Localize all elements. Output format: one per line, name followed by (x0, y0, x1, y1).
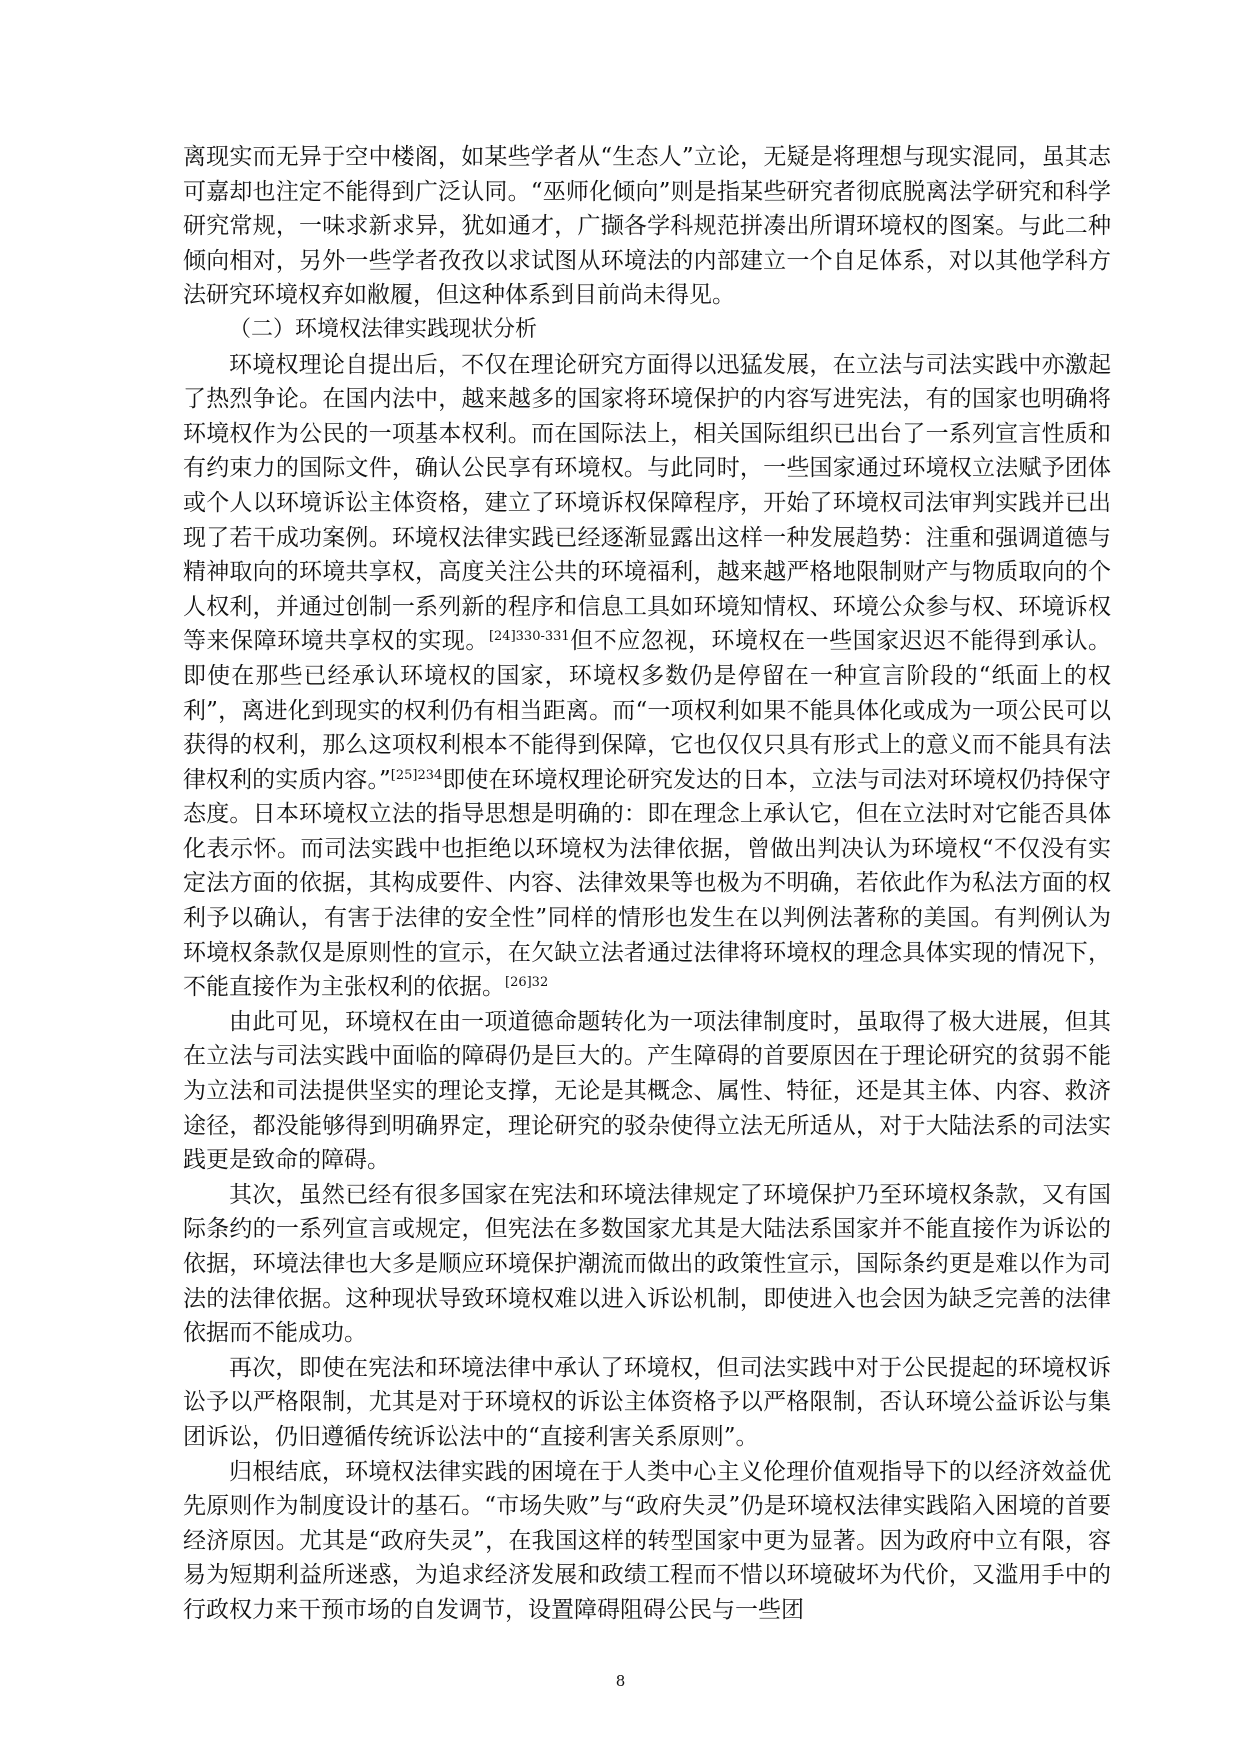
citation-26: [26]32 (505, 975, 549, 991)
paragraph-text-a: 环境权理论自提出后，不仅在理论研究方面得以迅猛发展，在立法与司法实践中亦激起了热烈争论。在国内法中，越来越多的国家将环境保护的内容写进宪法，有的国家也明确将环境权作为公民的一项基本权利。而在国际法上，相关国际组织已出台了一系列宣言性质和有约束力的国际文件，确认公民享有环境权。与此同时，一些国家通过环境权立法赋予团体或个人以环境诉讼主体资格，建立了环境诉权保障程序，开始了环境权司法审判实践并已出现了若干成功案例。环境权法律实践已经逐渐显露出这样一种发展趋势：注重和强调道德与精神取向的环境共享权，高度关注公共的环境福利，越来越严格地限制财产与物质取向的个人权利，并通过创制一系列新的程序和信息工具如环境知情权、环境公众参与权、环境诉权等来保障环境共享权的实现。 (183, 351, 1111, 655)
paragraph-obstacles: 由此可见，环境权在由一项道德命题转化为一项法律制度时，虽取得了极大进展，但其在立法与司法实践中面临的障碍仍是巨大的。产生障碍的首要原因在于理论研究的贫弱不能为立法和司法提供坚实的理论支撑，无论是其概念、属性、特征，还是其主体、内容、救济途径，都没能够得到明确界定，理论研究的驳杂使得立法无所适从，对于大陆法系的司法实践更是致命的障碍。 (183, 1008, 1111, 1174)
section-heading: （二）环境权法律实践现状分析 (229, 316, 538, 342)
paragraph-text-c: 即使在环境权理论研究发达的日本，立法与司法对环境权仍持保守态度。日本环境权立法的指导思想是明确的：即在理念上承认它，但在立法时对它能否具体化表示怀。而司法实践中也拒绝以环境权为法律依据，曾做出判决认为环境权“不仅没有实定法方面的依据，其构成要件、内容、法律效果等也极为不明确，若依此作为私法方面的权利予以确认，有害于法律的安全性”同样的情形也发生在以判例法著称的美国。有判例认为环境权条款仅是原则性的宣示，在欠缺立法者通过法律将环境权的理念具体实现的情况下，不能直接作为主张权利的依据。 (183, 766, 1112, 1001)
page-number: 8 (615, 1672, 626, 1690)
paragraph-second-reason: 其次，虽然已经有很多国家在宪法和环境法律规定了环境保护乃至环境权条款，又有国际条约的一系列宣言或规定，但宪法在多数国家尤其是大陆法系国家并不能直接作为诉讼的依据，环境法律也大多是顺应环境保护潮流而做出的政策性宣示，国际条约更是难以作为司法的法律依据。这种现状导致环境权难以进入诉讼机制，即使进入也会因为缺乏完善的法律依据而不能成功。 (183, 1181, 1111, 1347)
paragraph-legal-practice (183, 348, 1111, 1005)
paragraph-text-b: 但不应忽视，环境权在一些国家迟迟不能得到承认。即使在那些已经承认环境权的国家，环境权多数仍是停留在一种宣言阶段的“纸面上的权利”，离进化到现实的权利仍有相当距离。而“一项权利如果不能具体化或成为一项公民可以获得的权利，那么这项权利根本不能得到保障，它也仅仅只具有形式上的意义而不能具有法律权利的实质内容。” (183, 628, 1112, 793)
citation-25: [25]234 (390, 767, 443, 783)
paragraph-root-cause: 归根结底，环境权法律实践的困境在于人类中心主义伦理价值观指导下的以经济效益优先原则作为制度设计的基石。“市场失败”与“政府失灵”仍是环境权法律实践陷入困境的首要经济原因。尤其是“政府失灵”，在我国这样的转型国家中更为显著。因为政府中立有限，容易为短期利益所迷惑，为追求经济发展和政绩工程而不惜以环境破坏为代价，又滥用手中的行政权力来干预市场的自发调节，设置障碍阻碍公民与一些团 (183, 1458, 1111, 1623)
citation-24: [24]330-331 (488, 629, 570, 645)
paragraph-continued: 离现实而无异于空中楼阁，如某些学者从“生态人”立论，无疑是将理想与现实混同，虽其志可嘉却也注定不能得到广泛认同。“巫师化倾向”则是指某些研究者彻底脱离法学研究和科学研究常规，一味求新求异，犹如通才，广撷各学科规范拼凑出所谓环境权的图案。与此二种倾向相对，另外一些学者孜孜以求试图从环境法的内部建立一个自足体系，对以其他学科方法研究环境权弃如敝履，但这种体系到目前尚未得见。 (183, 144, 1111, 309)
paragraph-third-reason: 再次，即使在宪法和环境法律中承认了环境权，但司法实践中对于公民提起的环境权诉讼予以严格限制，尤其是对于环境权的诉讼主体资格予以严格限制，否认环境公益诉讼与集团诉讼，仍旧遵循传统诉讼法中的“直接利害关系原则”。 (183, 1354, 1111, 1450)
page-body (183, 140, 1111, 1628)
